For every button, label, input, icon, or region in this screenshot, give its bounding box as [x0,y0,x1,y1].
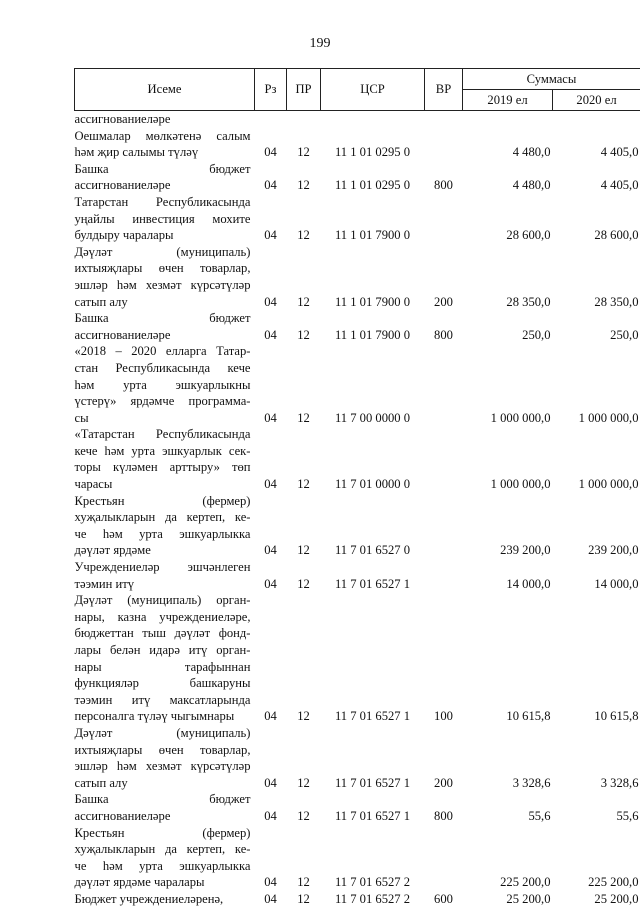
row-vr [425,559,463,592]
row-vr: 800 [425,791,463,824]
row-name-line: че һәм урта эшкуарлыкка [75,526,251,543]
row-name [75,128,255,161]
row-pr: 12 [287,194,321,244]
row-rz: 04 [255,559,287,592]
row-csr: 11 7 01 6527 2 [321,891,425,908]
row-name-line: булдыру чаралары [75,227,251,244]
row-name-line: ассигнованиеләре [75,327,251,344]
row-pr: 12 [287,310,321,343]
row-name-line: стан Республикасында кече [75,360,251,377]
row-sum-2020: 10 615,8 [553,592,640,725]
row-rz: 04 [255,343,287,426]
row-vr [425,825,463,891]
row-rz: 04 [255,161,287,194]
row-name-line: дәүләт ярдәме [75,542,251,559]
row-name [75,310,255,343]
row-sum-2020: 28 600,0 [553,194,640,244]
row-sum-2019: 3 328,6 [463,725,553,791]
row-csr: 11 1 01 7900 0 [321,244,425,310]
budget-table [74,68,640,908]
row-name-line: ихтыяҗлары өчен товарлар, [75,260,251,277]
row-vr: 100 [425,592,463,725]
row-pr: 12 [287,891,321,908]
row-name-line: Башка бюджет [75,161,251,178]
row-name-line: дәүләт ярдәме чаралары [75,874,251,891]
table-row [75,343,640,426]
header-pr: ПР [287,69,321,111]
row-name-line: сатып алу [75,294,251,311]
row-csr [321,111,425,128]
row-vr: 600 [425,891,463,908]
row-pr: 12 [287,343,321,426]
row-sum-2019: 250,0 [463,310,553,343]
row-name-line: нары, казна учреждениеләре, [75,609,251,626]
row-vr: 200 [425,725,463,791]
table-row [75,891,640,908]
row-name-line: «2018 – 2020 елларга Татар- [75,343,251,360]
table-row [75,725,640,791]
row-csr: 11 1 01 7900 0 [321,194,425,244]
row-name-line: функцияләр башкаруны [75,675,251,692]
row-sum-2020: 239 200,0 [553,493,640,559]
header-name: Исеме [75,69,255,111]
row-csr: 11 7 01 6527 0 [321,493,425,559]
row-name-line: эшләр һәм хезмәт күрсәтүләр [75,277,251,294]
table-row [75,128,640,161]
row-sum-2020: 225 200,0 [553,825,640,891]
row-sum-2020: 4 405,0 [553,161,640,194]
row-name-line: хуҗалыкларын да кертеп, ке- [75,509,251,526]
row-name-line: тәэмин итү максатларында [75,692,251,709]
row-name-line: үстерү» ярдәмче программа- [75,393,251,410]
row-name [75,343,255,426]
row-name [75,592,255,725]
row-sum-2019: 25 200,0 [463,891,553,908]
row-name-line: лары белән идарә итү орган- [75,642,251,659]
row-name-line: кече һәм урта эшкуарлык сек- [75,443,251,460]
row-name-line: нары тарафыннан [75,659,251,676]
row-name-line: Башка бюджет [75,310,251,327]
row-csr: 11 1 01 0295 0 [321,128,425,161]
row-name-line: тәэмин итү [75,576,251,593]
row-sum-2020: 25 200,0 [553,891,640,908]
row-sum-2020: 250,0 [553,310,640,343]
row-name [75,725,255,791]
row-pr: 12 [287,825,321,891]
row-name [75,891,255,908]
row-name [75,825,255,891]
row-name [75,493,255,559]
row-vr [425,426,463,492]
table-header [75,69,640,111]
row-pr: 12 [287,791,321,824]
row-name-line: Крестьян (фермер) [75,493,251,510]
row-csr: 11 7 01 6527 1 [321,791,425,824]
row-sum-2020: 55,6 [553,791,640,824]
header-sums: Суммасы [463,69,640,90]
row-name-line: «Татарстан Республикасында [75,426,251,443]
row-rz: 04 [255,791,287,824]
row-name-line: Дәүләт (муниципаль) орган- [75,592,251,609]
row-name [75,194,255,244]
row-sum-2019: 239 200,0 [463,493,553,559]
row-rz: 04 [255,244,287,310]
header-year-2020: 2020 ел [553,90,640,111]
row-name-line: Дәүләт (муниципаль) [75,725,251,742]
row-vr [425,128,463,161]
row-name-line: чарасы [75,476,251,493]
row-sum-2019: 10 615,8 [463,592,553,725]
row-name-line: сатып алу [75,775,251,792]
row-name [75,559,255,592]
row-name-line: Крестьян (фермер) [75,825,251,842]
table-row [75,825,640,891]
row-sum-2019: 28 350,0 [463,244,553,310]
header-vr: ВР [425,69,463,111]
row-vr: 800 [425,161,463,194]
row-sum-2020 [553,111,640,128]
row-name [75,244,255,310]
row-sum-2020: 1 000 000,0 [553,343,640,426]
row-name [75,111,255,128]
row-csr: 11 7 01 6527 2 [321,825,425,891]
row-csr: 11 7 01 6527 1 [321,559,425,592]
row-csr: 11 7 00 0000 0 [321,343,425,426]
row-sum-2020: 1 000 000,0 [553,426,640,492]
row-pr: 12 [287,493,321,559]
row-sum-2020: 4 405,0 [553,128,640,161]
row-vr: 200 [425,244,463,310]
row-rz: 04 [255,310,287,343]
row-csr: 11 1 01 7900 0 [321,310,425,343]
row-name-line: Бюджет учреждениеләренә, [75,891,251,908]
row-rz: 04 [255,194,287,244]
row-name-line: Башка бюджет [75,791,251,808]
row-name-line: торы күләмен арттыру» төп [75,459,251,476]
row-csr: 11 1 01 0295 0 [321,161,425,194]
row-name-line: һәм җир салымы түләү [75,144,251,161]
row-vr [425,194,463,244]
row-sum-2019: 225 200,0 [463,825,553,891]
page-number: 199 [0,36,640,52]
row-sum-2019: 14 000,0 [463,559,553,592]
row-rz: 04 [255,725,287,791]
row-name-line: ассигнованиеләре [75,177,251,194]
row-name [75,791,255,824]
row-rz: 04 [255,426,287,492]
row-rz: 04 [255,825,287,891]
row-vr: 800 [425,310,463,343]
row-pr: 12 [287,559,321,592]
row-pr: 12 [287,592,321,725]
row-name-line: Учреждениеләр эшчәнлеген [75,559,251,576]
table-row [75,493,640,559]
table-row [75,559,640,592]
row-name-line: Дәүләт (муниципаль) [75,244,251,261]
row-sum-2019: 1 000 000,0 [463,426,553,492]
row-name-line: ихтыяҗлары өчен товарлар, [75,742,251,759]
row-name-line: Оешмалар мөлкәтенә салым [75,128,251,145]
table-body [75,111,640,908]
table-row [75,592,640,725]
table-row [75,161,640,194]
row-rz: 04 [255,128,287,161]
row-sum-2020: 14 000,0 [553,559,640,592]
row-csr: 11 7 01 6527 1 [321,725,425,791]
row-pr: 12 [287,244,321,310]
header-rz: Рз [255,69,287,111]
row-csr: 11 7 01 0000 0 [321,426,425,492]
header-year-2019: 2019 ел [463,90,553,111]
row-rz [255,111,287,128]
row-sum-2019: 28 600,0 [463,194,553,244]
row-name-line: Татарстан Республикасында [75,194,251,211]
row-vr [425,343,463,426]
row-rz: 04 [255,891,287,908]
row-pr: 12 [287,128,321,161]
row-name-line: че һәм урта эшкуарлыкка [75,858,251,875]
row-sum-2019: 1 000 000,0 [463,343,553,426]
table-row [75,194,640,244]
row-pr [287,111,321,128]
row-rz: 04 [255,592,287,725]
table-row [75,791,640,824]
row-rz: 04 [255,493,287,559]
row-sum-2020: 28 350,0 [553,244,640,310]
row-pr: 12 [287,725,321,791]
row-name-line: эшләр һәм хезмәт күрсәтүләр [75,758,251,775]
row-name [75,426,255,492]
row-name-line: һәм урта эшкуарлыкны [75,377,251,394]
row-sum-2020: 3 328,6 [553,725,640,791]
row-vr [425,493,463,559]
row-sum-2019: 4 480,0 [463,161,553,194]
table-row [75,426,640,492]
row-csr: 11 7 01 6527 1 [321,592,425,725]
row-sum-2019: 4 480,0 [463,128,553,161]
row-name-line: персоналга түләү чыгымнары [75,708,251,725]
row-name-line: хуҗалыкларын да кертеп, ке- [75,841,251,858]
row-sum-2019: 55,6 [463,791,553,824]
row-name [75,161,255,194]
header-csr: ЦСР [321,69,425,111]
row-name-line: ассигнованиеләре [75,111,251,128]
row-pr: 12 [287,161,321,194]
row-name-line: уңайлы инвестиция мохите [75,211,251,228]
row-vr [425,111,463,128]
row-pr: 12 [287,426,321,492]
table-row [75,111,640,128]
row-name-line: ассигнованиеләре [75,808,251,825]
table-row [75,244,640,310]
row-name-line: бюджеттан тыш дәүләт фонд- [75,625,251,642]
row-name-line: сы [75,410,251,427]
table-row [75,310,640,343]
row-sum-2019 [463,111,553,128]
